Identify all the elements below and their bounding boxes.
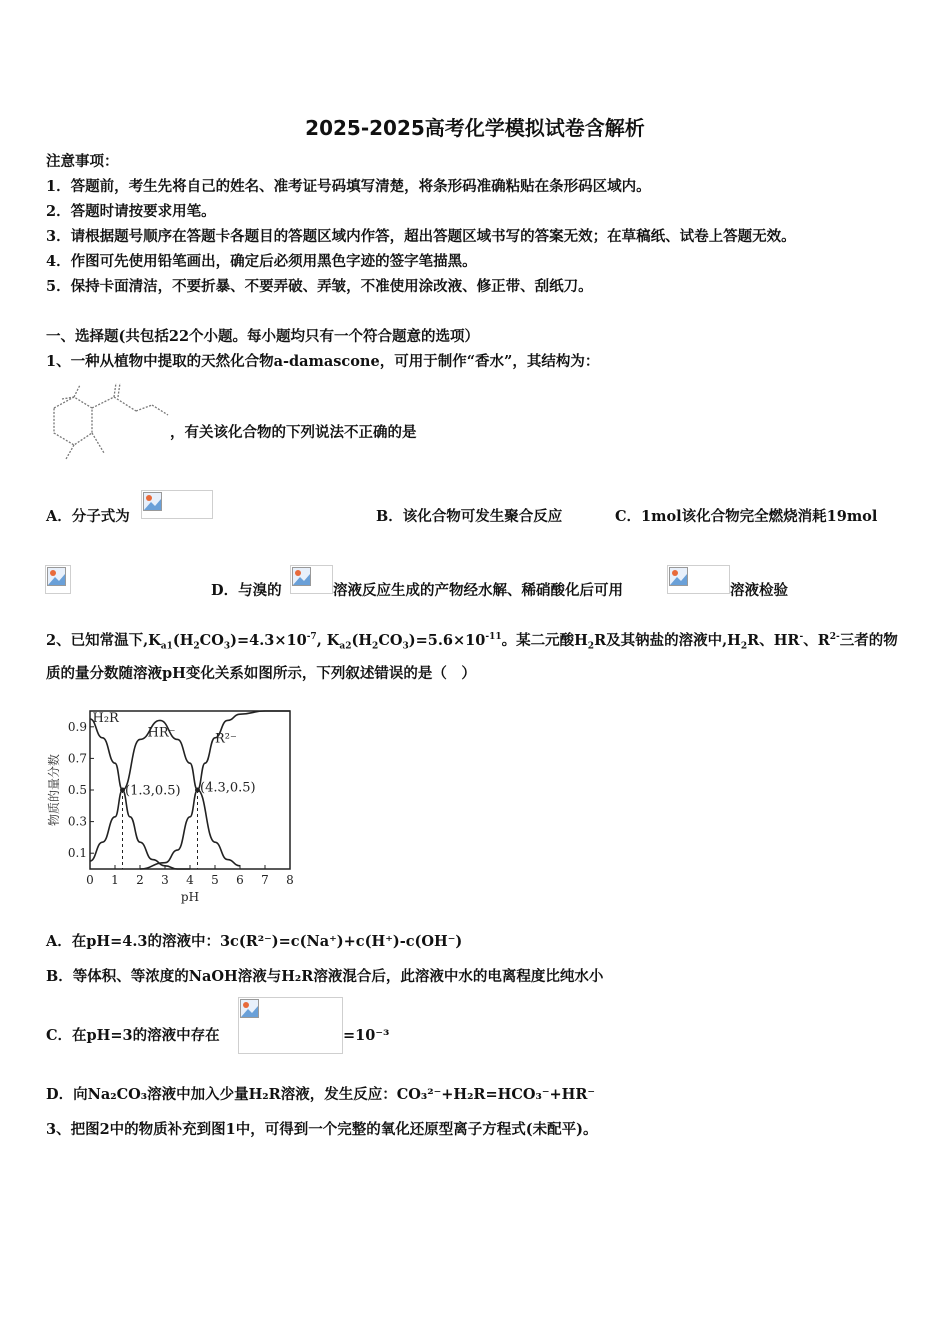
x-tick-label: 2: [136, 873, 144, 887]
q2-option-c-part2: =10⁻³: [343, 1027, 390, 1044]
image-placeholder: [290, 565, 333, 594]
x-tick-label: 3: [161, 873, 169, 887]
distribution-chart: [44, 703, 309, 913]
image-placeholder: [45, 565, 71, 594]
x-tick-label: 8: [286, 873, 294, 887]
point-annotation: (4.3,0.5): [200, 780, 256, 796]
q2-option-b: B．等体积、等浓度的NaOH溶液与H₂R溶液混合后，此溶液中水的电离程度比纯水小: [46, 968, 604, 985]
q2-option-a: A．在pH=4.3的溶液中：3c(R²⁻)=c(Na⁺)+c(H⁺)-c(OH⁻): [46, 933, 463, 950]
q2-option-d: D．向Na₂CO₃溶液中加入少量H₂R溶液，发生反应：CO₃²⁻+H₂R=HCO₃⁻+HR⁻: [46, 1086, 596, 1103]
q1-stem: 1、一种从植物中提取的天然化合物a-damascone，可用于制作“香水”，其结构为：: [46, 353, 600, 370]
q1-option-a: A．分子式为: [46, 508, 130, 525]
y-tick-label: 0.5: [67, 783, 87, 797]
broken-image-icon: [143, 492, 163, 512]
molecule-structure-image: [44, 383, 174, 468]
q1-option-d-part2: 溶液反应生成的产物经水解、稀硝酸化后可用: [333, 582, 623, 599]
broken-image-icon: [47, 567, 67, 587]
q1-structure-caption: ，有关该化合物的下列说法不正确的是: [170, 424, 417, 441]
note-item: 5．保持卡面清洁，不要折暴、不要弄破、弄皱，不准使用涂改液、修正带、刮纸刀。: [46, 278, 593, 295]
section-heading: 一、选择题(共包括22个小题。每小题均只有一个符合题意的选项）: [46, 328, 480, 345]
note-item: 1．答题前，考生先将自己的姓名、准考证号码填写清楚，将条形码准确粘贴在条形码区域内。: [46, 178, 651, 195]
q1-option-d-part3: 溶液检验: [730, 582, 788, 599]
notes-heading: 注意事项：: [46, 153, 119, 170]
image-placeholder: [667, 565, 730, 594]
q1-option-c: C．1mol该化合物完全燃烧消耗19mol: [615, 508, 878, 525]
page-title: 2025-2025高考化学模拟试卷含解析: [305, 116, 645, 140]
series-label-r2: R²⁻: [215, 731, 237, 747]
y-axis-label: 物质的量分数: [47, 753, 61, 827]
series-label-h2r: H₂R: [92, 711, 119, 727]
q3-stem: 3、把图2中的物质补充到图1中，可得到一个完整的氧化还原型离子方程式(未配平)。: [46, 1121, 598, 1138]
q2-option-c-part1: C．在pH=3的溶液中存在: [46, 1027, 220, 1044]
fraction-image-placeholder: [238, 997, 343, 1054]
y-tick-label: 0.3: [67, 814, 87, 829]
x-tick-label: 6: [236, 873, 244, 887]
x-tick-label: 4: [186, 873, 194, 887]
note-item: 2．答题时请按要求用笔。: [46, 203, 216, 220]
y-tick-label: 0.7: [67, 751, 87, 766]
y-tick-label: 0.1: [67, 846, 87, 861]
broken-image-icon: [240, 999, 260, 1019]
q2-stem-line1: 2、已知常温下$,K_{a1}(H_2CO_3)=4.3\times 10^{-7}$, $K_{a2}(H_2CO_3)=5.6\times 10^{-11}$。某二元酸$H_2R$及其钠盐的溶液中$,H_2R$、HR-、$R^{2-}$三者的物: [46, 631, 898, 652]
x-tick-label: 7: [261, 873, 269, 887]
formula-image-placeholder: [141, 490, 213, 519]
y-tick-label: 0.9: [67, 719, 87, 734]
note-item: 3．请根据题号顺序在答题卡各题目的答题区域内作答，超出答题区域书写的答案无效；在草稿纸、试卷上答题无效。: [46, 228, 796, 245]
series-label-hr: HR⁻: [147, 725, 176, 741]
x-tick-label: 5: [211, 873, 219, 887]
broken-image-icon: [292, 567, 312, 587]
x-axis-label: pH: [180, 890, 200, 904]
x-tick-label: 0: [86, 873, 94, 887]
note-item: 4．作图可先使用铅笔画出，确定后必须用黑色字迹的签字笔描黑。: [46, 253, 477, 270]
x-tick-label: 1: [111, 873, 119, 887]
q1-option-d-part1: D．与溴的: [211, 582, 282, 599]
broken-image-icon: [669, 567, 689, 587]
point-annotation: (1.3,0.5): [125, 783, 181, 799]
q2-stem-line2: 质的量分数随溶液pH变化关系如图所示，下列叙述错误的是（ ）: [46, 665, 476, 682]
q1-option-b: B．该化合物可发生聚合反应: [376, 508, 563, 525]
